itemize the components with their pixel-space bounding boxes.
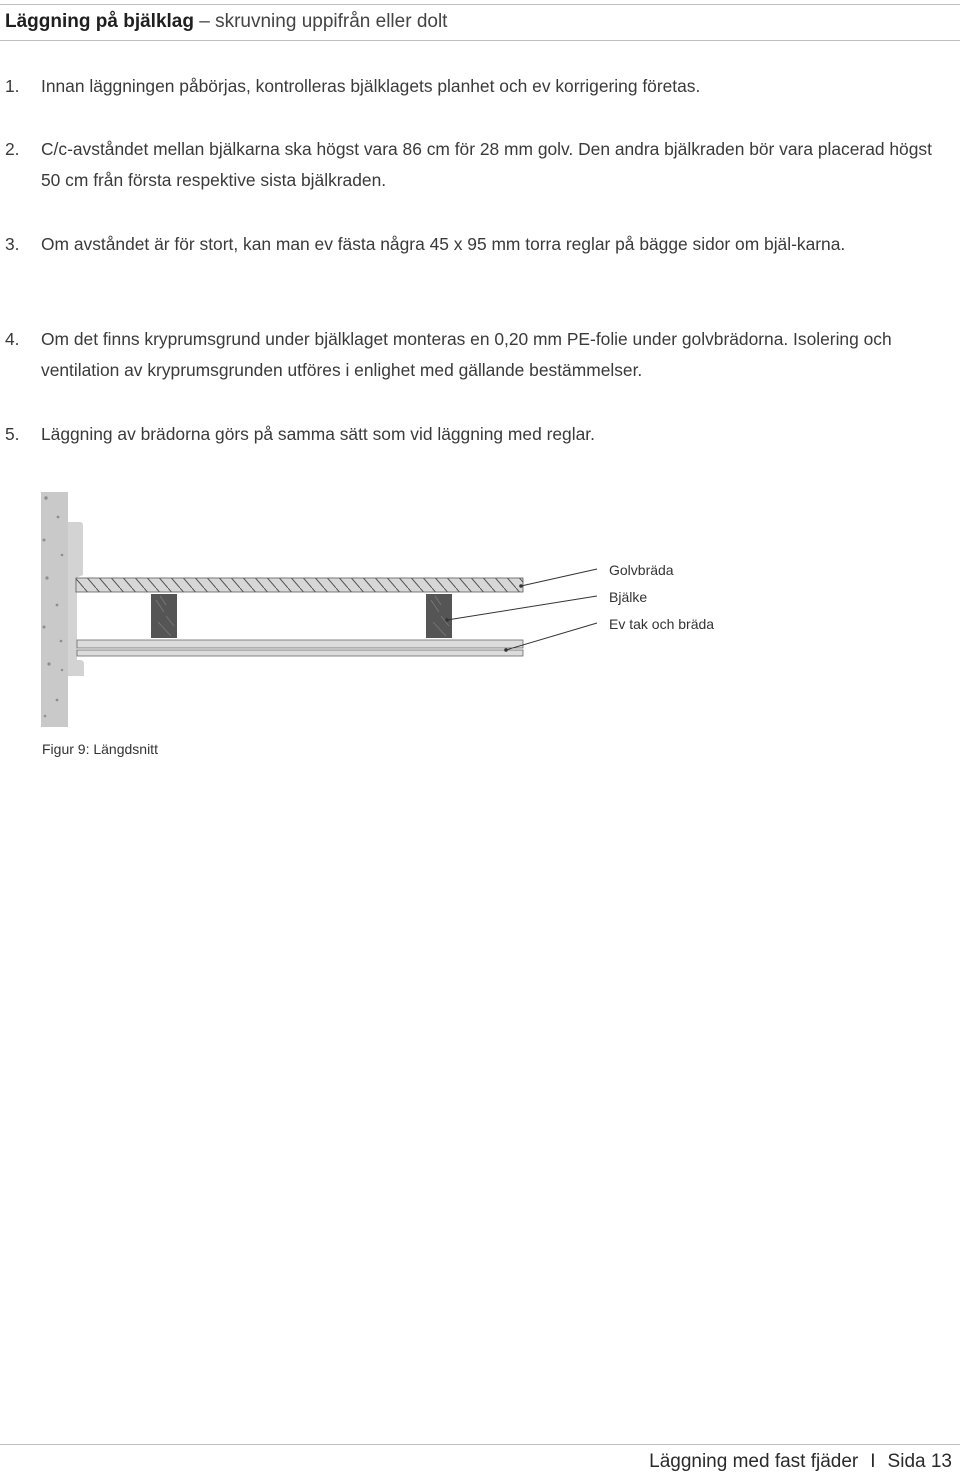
label-floorboard: Golvbräda (609, 562, 674, 578)
joist-left (151, 594, 177, 638)
step-text: Om det finns kryprumsgrund under bjälklaget monteras en 0,20 mm PE-folie under golvbrädorna. Isolering och ventilation av kryprumsgrunden utföres i enlighet med gällande bestämmelser. (41, 329, 892, 380)
leader-line-floorboard (519, 569, 597, 588)
floorboard-layer (76, 578, 523, 592)
page-footer (649, 1450, 952, 1474)
page-title-subtitle: – skruvning uppifrån eller dolt (199, 11, 448, 32)
step-number: 1. (5, 76, 20, 96)
footer-rule (0, 1444, 960, 1445)
ceiling-board-layer (77, 640, 523, 656)
step-number: 5. (5, 424, 20, 444)
step-text: Läggning av brädorna görs på samma sätt som vid läggning med reglar. (41, 424, 595, 444)
page-title-main: Läggning på bjälklag (5, 11, 194, 32)
step-text: Innan läggningen påbörjas, kontrolleras bjälklagets planhet och ev korrigering företas. (41, 76, 701, 96)
label-ceiling: Ev tak och bräda (609, 616, 715, 632)
joist-right (426, 594, 452, 638)
concrete-foundation-wall (41, 492, 84, 727)
step-text: Om avståndet är för stort, kan man ev fästa några 45 x 95 mm torra reglar på bägge sidor om bjäl-karna. (41, 234, 846, 254)
step-text: C/c-avståndet mellan bjälkarna ska högst vara 86 cm för 28 mm golv. Den andra bjälkraden bör vara placerad högst 50 cm från första respektive sista bjälkraden. (41, 139, 932, 190)
step-number: 4. (5, 329, 20, 349)
footer-separator: I (870, 1451, 876, 1472)
step-number: 2. (5, 139, 20, 159)
footer-section: Läggning med fast fjäder (649, 1451, 859, 1472)
figure-caption: Figur 9: Längdsnitt (42, 741, 158, 757)
label-joist: Bjälke (609, 589, 648, 605)
page-number: Sida 13 (887, 1451, 952, 1472)
step-number: 3. (5, 234, 20, 254)
leader-line-joist (445, 596, 597, 622)
